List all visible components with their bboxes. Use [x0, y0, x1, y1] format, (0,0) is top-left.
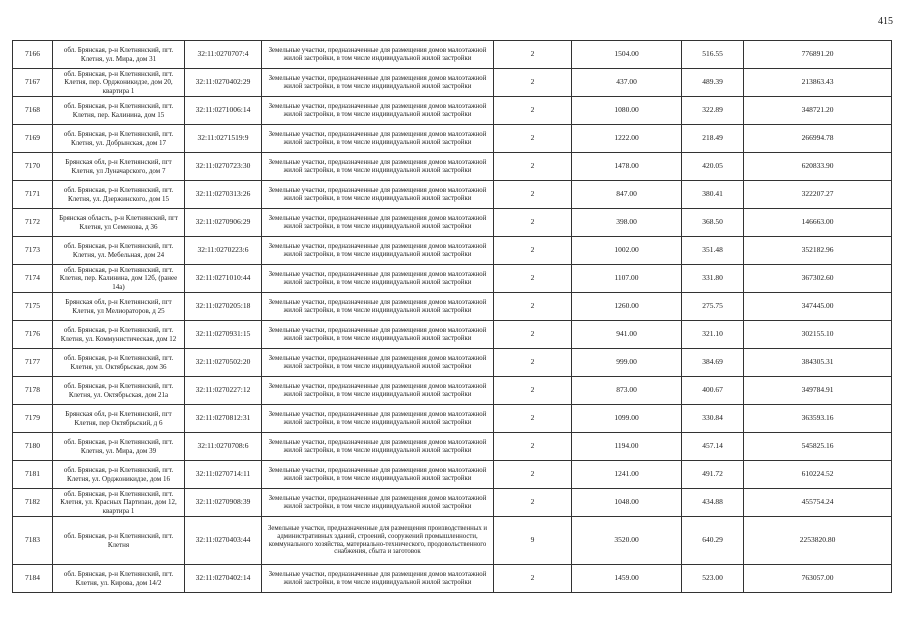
- table-row: [13, 461, 892, 489]
- area-cell: 437.00: [572, 69, 682, 97]
- group-cell: 2: [494, 69, 572, 97]
- row-number: 7178: [13, 377, 53, 405]
- row-number: 7179: [13, 405, 53, 433]
- group-cell: 2: [494, 433, 572, 461]
- group-cell: 2: [494, 181, 572, 209]
- address-cell: обл. Брянская, р-н Клетнянский, пгт. Клетня, ул. Октябрьская, дом 21а: [53, 377, 185, 405]
- cadastral-number-cell: 32:11:0270223:6: [185, 237, 262, 265]
- cadastral-number-cell: 32:11:0270502:20: [185, 349, 262, 377]
- specific-value-cell: 434.88: [682, 489, 744, 517]
- row-number: 7166: [13, 41, 53, 69]
- address-cell: обл. Брянская, р-н Клетнянский, пгт. Клетня, ул. Орджоникидзе, дом 16: [53, 461, 185, 489]
- address-cell: Брянская обл, р-н Клетнянский, пгт Клетня, ул Луначарского, дом 7: [53, 153, 185, 181]
- land-use-cell: Земельные участки, предназначенные для размещения домов малоэтажной жилой застройки, в том числе индивидуальной жилой застройки: [262, 69, 494, 97]
- cadastral-number-cell: 32:11:0270227:12: [185, 377, 262, 405]
- specific-value-cell: 457.14: [682, 433, 744, 461]
- land-use-cell: Земельные участки, предназначенные для размещения домов малоэтажной жилой застройки, в том числе индивидуальной жилой застройки: [262, 489, 494, 517]
- address-cell: обл. Брянская, р-н Клетнянский, пгт. Клетня, ул. Дзержинского, дом 15: [53, 181, 185, 209]
- cadastral-value-cell: 352182.96: [744, 237, 892, 265]
- land-use-cell: Земельные участки, предназначенные для размещения домов малоэтажной жилой застройки, в том числе индивидуальной жилой застройки: [262, 181, 494, 209]
- specific-value-cell: 351.48: [682, 237, 744, 265]
- area-cell: 1107.00: [572, 265, 682, 293]
- area-cell: 941.00: [572, 321, 682, 349]
- cadastral-value-cell: 347445.00: [744, 293, 892, 321]
- land-use-cell: Земельные участки, предназначенные для размещения домов малоэтажной жилой застройки, в том числе индивидуальной жилой застройки: [262, 237, 494, 265]
- cadastral-number-cell: 32:11:0271010:44: [185, 265, 262, 293]
- cadastral-value-cell: 367302.60: [744, 265, 892, 293]
- row-number: 7181: [13, 461, 53, 489]
- specific-value-cell: 321.10: [682, 321, 744, 349]
- table-row: [13, 489, 892, 517]
- area-cell: 1080.00: [572, 97, 682, 125]
- table-row: [13, 41, 892, 69]
- group-cell: 2: [494, 349, 572, 377]
- cadastral-number-cell: 32:11:0271519:9: [185, 125, 262, 153]
- cadastral-registry-table: [12, 40, 892, 593]
- area-cell: 999.00: [572, 349, 682, 377]
- area-cell: 873.00: [572, 377, 682, 405]
- group-cell: 2: [494, 41, 572, 69]
- address-cell: обл. Брянская, р-н Клетнянский, пгт. Клетня: [53, 517, 185, 565]
- cadastral-number-cell: 32:11:0270402:29: [185, 69, 262, 97]
- cadastral-value-cell: 363593.16: [744, 405, 892, 433]
- cadastral-number-cell: 32:11:0270707:4: [185, 41, 262, 69]
- address-cell: Брянская обл, р-н Клетнянский, пгт Клетня, ул Мелиораторов, д 25: [53, 293, 185, 321]
- cadastral-value-cell: 348721.20: [744, 97, 892, 125]
- row-number: 7170: [13, 153, 53, 181]
- address-cell: Брянская обл, р-н Клетнянский, пгт Клетня, пер Октябрьский, д 6: [53, 405, 185, 433]
- cadastral-number-cell: 32:11:0270402:14: [185, 565, 262, 593]
- table-row: [13, 565, 892, 593]
- address-cell: обл. Брянская, р-н Клетнянский, пгт. Клетня, ул. Мира, дом 31: [53, 41, 185, 69]
- group-cell: 2: [494, 565, 572, 593]
- specific-value-cell: 489.39: [682, 69, 744, 97]
- page-number: 415: [878, 16, 893, 27]
- land-use-cell: Земельные участки, предназначенные для размещения домов малоэтажной жилой застройки, в том числе индивидуальной жилой застройки: [262, 377, 494, 405]
- cadastral-number-cell: 32:11:0270812:31: [185, 405, 262, 433]
- cadastral-number-cell: 32:11:0270723:30: [185, 153, 262, 181]
- group-cell: 2: [494, 321, 572, 349]
- row-number: 7173: [13, 237, 53, 265]
- row-number: 7182: [13, 489, 53, 517]
- cadastral-value-cell: 763057.00: [744, 565, 892, 593]
- address-cell: обл. Брянская, р-н Клетнянский, пгт. Клетня, пер. Орджоникидзе, дом 20, квартира 1: [53, 69, 185, 97]
- cadastral-number-cell: 32:11:0271006:14: [185, 97, 262, 125]
- group-cell: 2: [494, 97, 572, 125]
- address-cell: обл. Брянская, р-н Клетнянский, пгт. Клетня, ул. Мира, дом 39: [53, 433, 185, 461]
- row-number: 7168: [13, 97, 53, 125]
- address-cell: обл. Брянская, р-н Клетнянский, пгт. Клетня, пер. Калинина, дом 15: [53, 97, 185, 125]
- specific-value-cell: 640.29: [682, 517, 744, 565]
- table-row: [13, 125, 892, 153]
- group-cell: 2: [494, 153, 572, 181]
- area-cell: 1222.00: [572, 125, 682, 153]
- table-row: [13, 69, 892, 97]
- address-cell: обл. Брянская, р-н Клетнянский, пгт. Клетня, ул. Добрынская, дом 17: [53, 125, 185, 153]
- row-number: 7169: [13, 125, 53, 153]
- specific-value-cell: 275.75: [682, 293, 744, 321]
- table-body: [13, 41, 892, 593]
- cadastral-number-cell: 32:11:0270906:29: [185, 209, 262, 237]
- specific-value-cell: 523.00: [682, 565, 744, 593]
- land-use-cell: Земельные участки, предназначенные для размещения домов малоэтажной жилой застройки, в том числе индивидуальной жилой застройки: [262, 349, 494, 377]
- address-cell: обл. Брянская, р-н Клетнянский, пгт. Клетня, ул. Октябрьская, дом 36: [53, 349, 185, 377]
- area-cell: 1002.00: [572, 237, 682, 265]
- land-use-cell: Земельные участки, предназначенные для размещения домов малоэтажной жилой застройки, в том числе индивидуальной жилой застройки: [262, 433, 494, 461]
- area-cell: 1459.00: [572, 565, 682, 593]
- address-cell: обл. Брянская, р-н Клетнянский, пгт. Клетня, ул. Мебельная, дом 24: [53, 237, 185, 265]
- land-use-cell: Земельные участки, предназначенные для размещения домов малоэтажной жилой застройки, в том числе индивидуальной жилой застройки: [262, 565, 494, 593]
- table-row: [13, 265, 892, 293]
- table-row: [13, 405, 892, 433]
- specific-value-cell: 516.55: [682, 41, 744, 69]
- cadastral-number-cell: 32:11:0270714:11: [185, 461, 262, 489]
- cadastral-number-cell: 32:11:0270908:39: [185, 489, 262, 517]
- group-cell: 2: [494, 237, 572, 265]
- cadastral-number-cell: 32:11:0270403:44: [185, 517, 262, 565]
- address-cell: обл. Брянская, р-н Клетнянский, пгт. Клетня, ул. Кирова, дом 14/2: [53, 565, 185, 593]
- group-cell: 9: [494, 517, 572, 565]
- specific-value-cell: 331.80: [682, 265, 744, 293]
- cadastral-value-cell: 2253820.80: [744, 517, 892, 565]
- area-cell: 3520.00: [572, 517, 682, 565]
- cadastral-number-cell: 32:11:0270205:18: [185, 293, 262, 321]
- row-number: 7180: [13, 433, 53, 461]
- table-row: [13, 377, 892, 405]
- row-number: 7183: [13, 517, 53, 565]
- land-use-cell: Земельные участки, предназначенные для размещения домов малоэтажной жилой застройки, в том числе индивидуальной жилой застройки: [262, 265, 494, 293]
- land-use-cell: Земельные участки, предназначенные для размещения домов малоэтажной жилой застройки, в том числе индивидуальной жилой застройки: [262, 209, 494, 237]
- specific-value-cell: 322.89: [682, 97, 744, 125]
- group-cell: 2: [494, 293, 572, 321]
- land-use-cell: Земельные участки, предназначенные для размещения домов малоэтажной жилой застройки, в том числе индивидуальной жилой застройки: [262, 461, 494, 489]
- area-cell: 1099.00: [572, 405, 682, 433]
- land-use-cell: Земельные участки, предназначенные для размещения домов малоэтажной жилой застройки, в том числе индивидуальной жилой застройки: [262, 41, 494, 69]
- area-cell: 1260.00: [572, 293, 682, 321]
- land-use-cell: Земельные участки, предназначенные для размещения производственных и административных зданий, строений, сооружений промышленности, коммунального хозяйства, материально-технического, продовольственного снабжения, сбыта и заготовок: [262, 517, 494, 565]
- table-row: [13, 433, 892, 461]
- row-number: 7174: [13, 265, 53, 293]
- specific-value-cell: 330.84: [682, 405, 744, 433]
- specific-value-cell: 380.41: [682, 181, 744, 209]
- table-row: [13, 97, 892, 125]
- land-use-cell: Земельные участки, предназначенные для размещения домов малоэтажной жилой застройки, в том числе индивидуальной жилой застройки: [262, 97, 494, 125]
- group-cell: 2: [494, 209, 572, 237]
- area-cell: 1478.00: [572, 153, 682, 181]
- cadastral-value-cell: 545825.16: [744, 433, 892, 461]
- specific-value-cell: 491.72: [682, 461, 744, 489]
- cadastral-value-cell: 776891.20: [744, 41, 892, 69]
- land-use-cell: Земельные участки, предназначенные для размещения домов малоэтажной жилой застройки, в том числе индивидуальной жилой застройки: [262, 293, 494, 321]
- row-number: 7167: [13, 69, 53, 97]
- specific-value-cell: 384.69: [682, 349, 744, 377]
- row-number: 7171: [13, 181, 53, 209]
- cadastral-value-cell: 620833.90: [744, 153, 892, 181]
- table-row: [13, 321, 892, 349]
- table-row: [13, 293, 892, 321]
- address-cell: обл. Брянская, р-н Клетнянский, пгт. Клетня, ул. Красных Партизан, дом 12, квартира 1: [53, 489, 185, 517]
- area-cell: 398.00: [572, 209, 682, 237]
- area-cell: 1194.00: [572, 433, 682, 461]
- cadastral-number-cell: 32:11:0270931:15: [185, 321, 262, 349]
- cadastral-value-cell: 146663.00: [744, 209, 892, 237]
- table-row: [13, 153, 892, 181]
- land-use-cell: Земельные участки, предназначенные для размещения домов малоэтажной жилой застройки, в том числе индивидуальной жилой застройки: [262, 125, 494, 153]
- area-cell: 1504.00: [572, 41, 682, 69]
- land-use-cell: Земельные участки, предназначенные для размещения домов малоэтажной жилой застройки, в том числе индивидуальной жилой застройки: [262, 153, 494, 181]
- group-cell: 2: [494, 377, 572, 405]
- table-row: [13, 517, 892, 565]
- specific-value-cell: 420.05: [682, 153, 744, 181]
- table-row: [13, 181, 892, 209]
- cadastral-value-cell: 266994.78: [744, 125, 892, 153]
- cadastral-number-cell: 32:11:0270313:26: [185, 181, 262, 209]
- land-use-cell: Земельные участки, предназначенные для размещения домов малоэтажной жилой застройки, в том числе индивидуальной жилой застройки: [262, 321, 494, 349]
- row-number: 7175: [13, 293, 53, 321]
- group-cell: 2: [494, 461, 572, 489]
- specific-value-cell: 400.67: [682, 377, 744, 405]
- row-number: 7172: [13, 209, 53, 237]
- address-cell: Брянская область, р-н Клетнянский, пгт Клетня, ул Семенова, д 36: [53, 209, 185, 237]
- address-cell: обл. Брянская, р-н Клетнянский, пгт. Клетня, ул. Коммунистическая, дом 12: [53, 321, 185, 349]
- group-cell: 2: [494, 405, 572, 433]
- area-cell: 1241.00: [572, 461, 682, 489]
- row-number: 7177: [13, 349, 53, 377]
- land-use-cell: Земельные участки, предназначенные для размещения домов малоэтажной жилой застройки, в том числе индивидуальной жилой застройки: [262, 405, 494, 433]
- group-cell: 2: [494, 125, 572, 153]
- cadastral-value-cell: 349784.91: [744, 377, 892, 405]
- cadastral-number-cell: 32:11:0270708:6: [185, 433, 262, 461]
- cadastral-value-cell: 302155.10: [744, 321, 892, 349]
- specific-value-cell: 218.49: [682, 125, 744, 153]
- area-cell: 1048.00: [572, 489, 682, 517]
- group-cell: 2: [494, 265, 572, 293]
- row-number: 7176: [13, 321, 53, 349]
- group-cell: 2: [494, 489, 572, 517]
- cadastral-value-cell: 322207.27: [744, 181, 892, 209]
- cadastral-value-cell: 455754.24: [744, 489, 892, 517]
- row-number: 7184: [13, 565, 53, 593]
- specific-value-cell: 368.50: [682, 209, 744, 237]
- cadastral-value-cell: 213863.43: [744, 69, 892, 97]
- address-cell: обл. Брянская, р-н Клетнянский, пгт. Клетня, пер. Калинина, дом 12б, (ранее 14а): [53, 265, 185, 293]
- table-row: [13, 349, 892, 377]
- table-row: [13, 209, 892, 237]
- cadastral-value-cell: 384305.31: [744, 349, 892, 377]
- table-row: [13, 237, 892, 265]
- area-cell: 847.00: [572, 181, 682, 209]
- cadastral-value-cell: 610224.52: [744, 461, 892, 489]
